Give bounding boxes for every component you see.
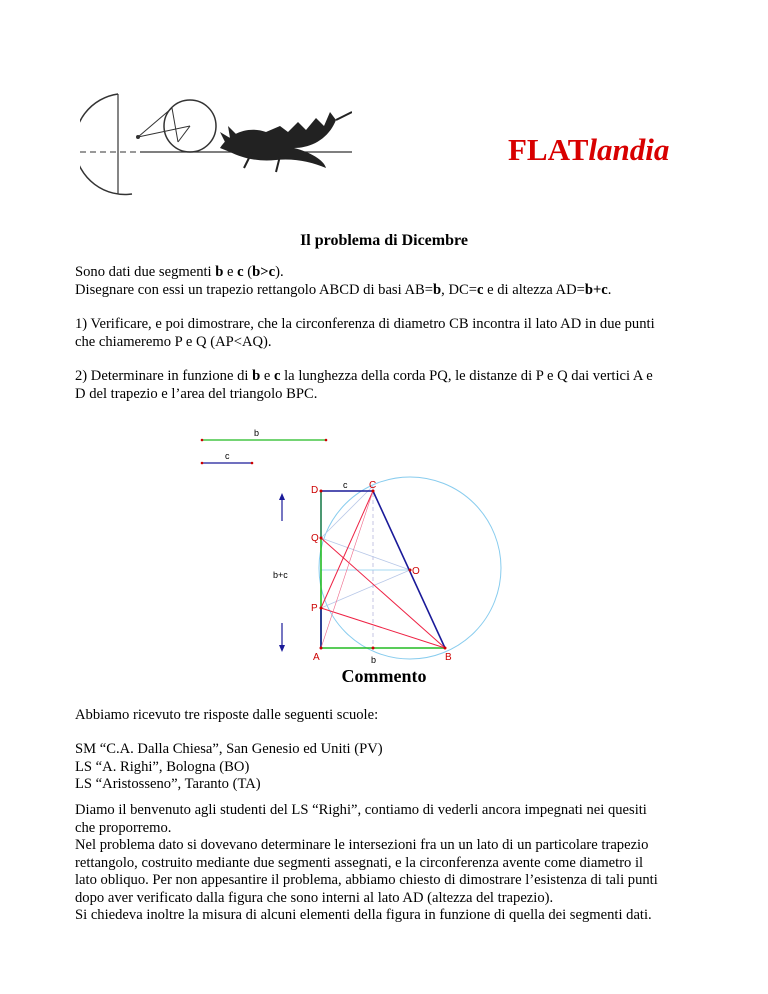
question-2-line-2: D del trapezio e l’area del triangolo BPC. xyxy=(75,385,318,402)
question-2-line-1: 2) Determinare in funzione di b e c la lunghezza della corda PQ, le distanze di P e Q dai vertici A e xyxy=(75,368,653,384)
brand-suffix: landia xyxy=(588,132,670,167)
intro-line-2: Disegnare con essi un trapezio rettangolo ABCD di basi AB=b, DC=c e di altezza AD=b+c. xyxy=(75,281,612,298)
question-1 xyxy=(75,316,705,351)
label-Q: Q xyxy=(311,533,319,544)
school-item: LS “A. Righi”, Bologna (BO) xyxy=(75,758,250,775)
body-line: rettangolo, costruito mediante due segmenti assegnati, e la circonferenza avente come diametro il xyxy=(75,854,644,871)
circle-cb xyxy=(319,477,501,659)
brand-title xyxy=(508,132,669,168)
comment-body xyxy=(75,802,705,925)
label-C: C xyxy=(369,480,377,491)
body-line: Diamo il benvenuto agli studenti del LS “Righi”, contiamo di vederli ancora impegnati nei quesiti xyxy=(75,802,647,818)
label-A: A xyxy=(313,652,320,663)
school-item: SM “C.A. Dalla Chiesa”, San Genesio ed Uniti (PV) xyxy=(75,741,383,757)
geometry-figure xyxy=(190,423,520,673)
body-line: che proporremo. xyxy=(75,819,172,836)
label-bc: b+c xyxy=(273,570,288,580)
label-O: O xyxy=(412,566,420,577)
body-line: Si chiedeva inoltre la misura di alcuni elementi della figura in funzione di quella dei segmenti dati. xyxy=(75,907,652,923)
question-1-line-2: che chiameremo P e Q (AP<AQ). xyxy=(75,333,272,350)
schools-list xyxy=(75,741,705,794)
comment-heading: Commento xyxy=(341,666,427,686)
intro-paragraph xyxy=(75,264,705,299)
label-c-segment: c xyxy=(225,451,230,461)
logo-illustration xyxy=(80,82,352,206)
body-line: lato obliquo. Per non appesantire il problema, abbiamo chiesto di dimostrare l’esistenza di tali punti xyxy=(75,872,658,888)
intro-line-1: Sono dati due segmenti b e c (b>c). xyxy=(75,264,284,280)
label-b-segment: b xyxy=(254,428,260,438)
brand-prefix: FLAT xyxy=(508,132,589,167)
label-D: D xyxy=(311,485,319,496)
question-2 xyxy=(75,368,705,403)
label-P: P xyxy=(311,603,318,614)
question-1-line-1: 1) Verificare, e poi dimostrare, che la circonferenza di diametro CB incontra il lato AD in due punti xyxy=(75,316,655,332)
label-c-top: c xyxy=(343,480,348,490)
body-line: Nel problema dato si dovevano determinare le intersezioni fra un un lato di un particolare trapezio xyxy=(75,837,649,853)
page-title: Il problema di Dicembre xyxy=(300,232,468,249)
label-B: B xyxy=(445,652,452,663)
label-b-bottom: b xyxy=(371,655,377,665)
body-line: dopo aver verificato dalla figura che sono interni al lato AD (altezza del trapezio). xyxy=(75,889,554,906)
comment-received: Abbiamo ricevuto tre risposte dalle seguenti scuole: xyxy=(75,707,379,723)
school-item: LS “Aristosseno”, Taranto (TA) xyxy=(75,776,261,792)
